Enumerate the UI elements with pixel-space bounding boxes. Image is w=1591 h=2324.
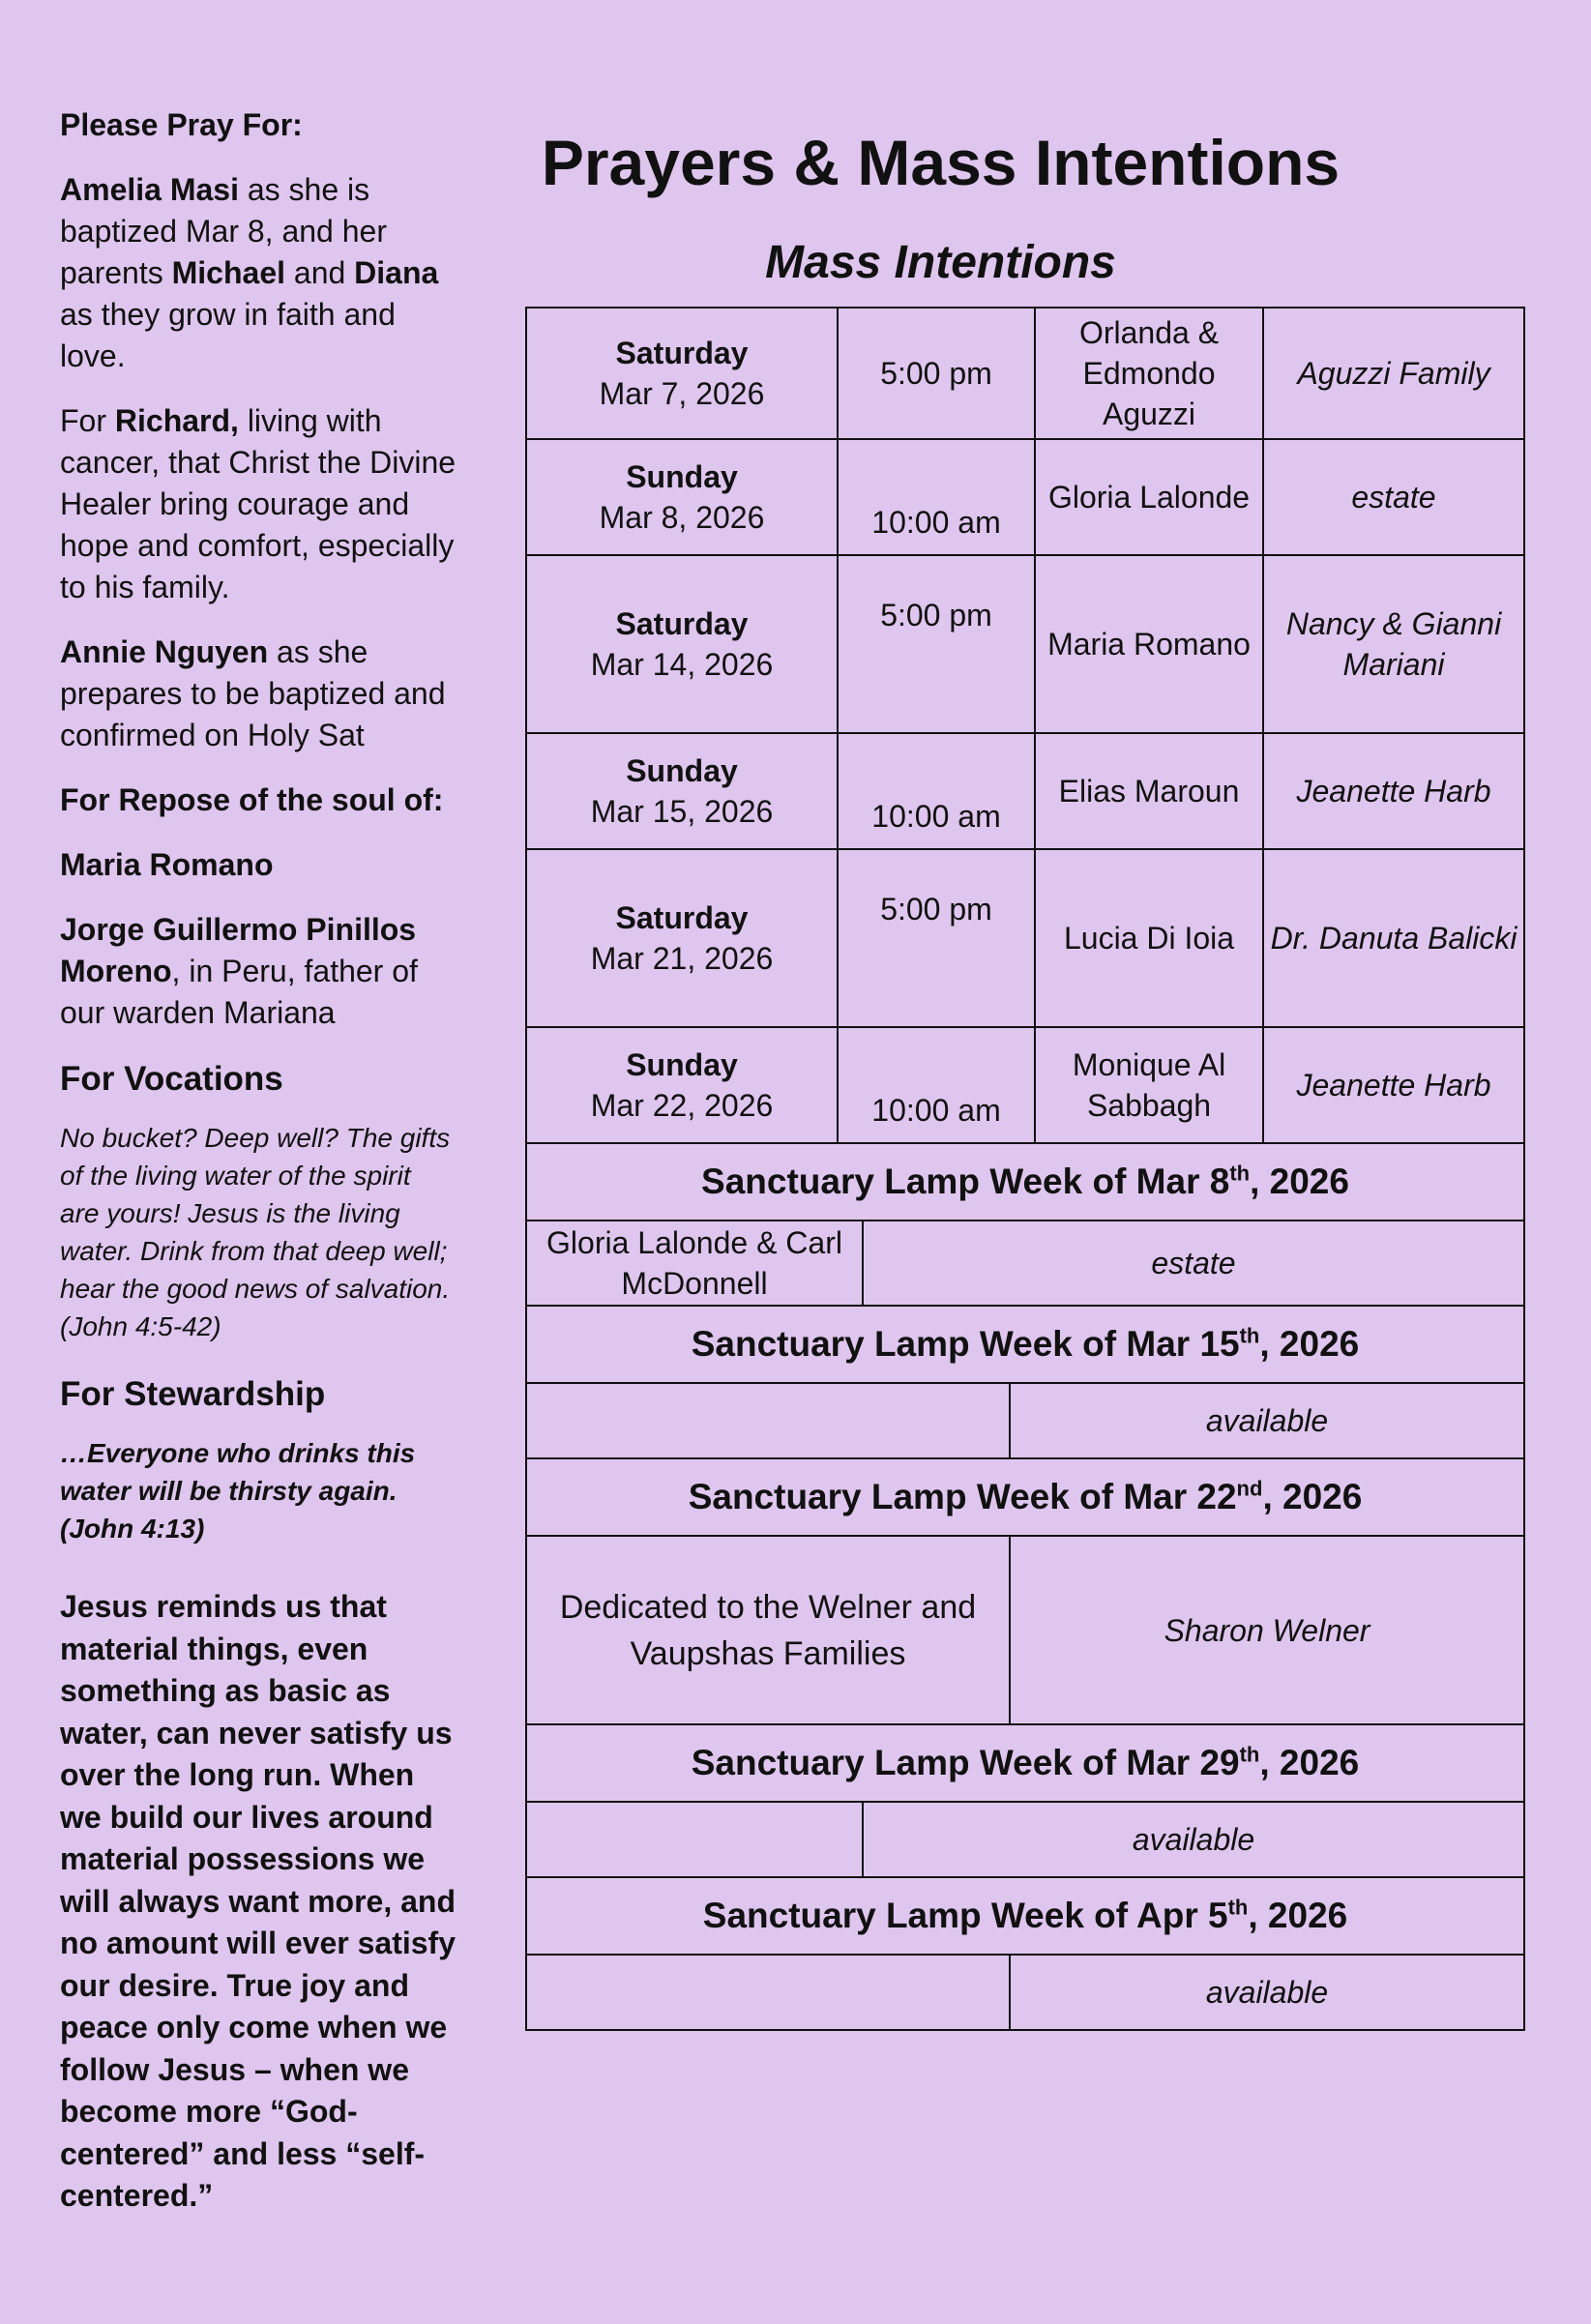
prayer-amelia [60,169,457,377]
vocations-text: No bucket? Deep well? The gifts of the living water of the spirit are yours! Jesus is the living water. Drink from that deep well; hear the good news of salvation. (John 4:5-42) [60,1123,451,1341]
mass-day: Saturday [615,900,749,935]
mass-day: Saturday [615,606,749,641]
mass-row [526,733,1524,849]
page-title: Prayers & Mass Intentions [541,127,1341,198]
repose-name: Maria Romano [60,847,274,882]
mass-requested-by: estate [1263,439,1524,555]
mass-day: Sunday [626,459,738,494]
mass-row [526,1027,1524,1143]
mass-time: 10:00 am [838,733,1035,849]
stewardship-text: Jesus reminds us that material things, even something as basic as water, can never satisfy us over the long run. When we build our lives around material possessions we will always want more, and no amount will ever satisfy our desire. True joy and peace only come when we follow Jesus – when we become more “God-centered” and less “self-centered.” [60,1589,457,2213]
lamp-prefix: Sanctuary Lamp Week of [688,1477,1124,1516]
mass-intention: Monique Al Sabbagh [1035,1027,1263,1143]
mass-intention: Orlanda & Edmondo Aguzzi [1035,308,1263,439]
mass-date-cell [526,308,838,439]
mass-date-cell [526,555,838,733]
mass-intention: Lucia Di Ioia [1035,849,1263,1027]
lamp-date: Mar 15 [1126,1324,1240,1364]
repose-heading: For Repose of the soul of: [60,782,444,817]
lamp-header-row [526,1143,1524,1221]
mass-row [526,555,1524,733]
lamp-ordinal: nd [1236,1476,1263,1501]
mass-row [526,439,1524,555]
prayer-name: Annie Nguyen [60,634,269,669]
vocations-heading: For Vocations [60,1060,283,1098]
mass-time: 5:00 pm [838,308,1035,439]
lamp-requested-by: estate [863,1221,1524,1306]
lamp-row [526,1955,1524,2030]
pray-for-heading: Please Pray For: [60,107,303,142]
lamp-week-heading [526,1877,1524,1955]
mass-intention: Maria Romano [1035,555,1263,733]
lamp-prefix: Sanctuary Lamp Week of [702,1896,1137,1935]
mass-time: 5:00 pm [838,849,1035,1027]
mass-date: Mar 22, 2026 [590,1088,774,1123]
lamp-row [526,1383,1524,1458]
lamp-date: Mar 29 [1126,1743,1240,1782]
lamp-row [526,1536,1524,1724]
mass-row [526,308,1524,439]
prayer-text: as she prepares to be baptized and confirmed on Holy Sat [60,634,446,752]
lamp-date: Apr 5 [1136,1896,1228,1935]
prayer-text: as they grow in faith and love. [60,297,396,373]
repose-text: , in Peru, father of our warden Mariana [60,954,418,1030]
lamp-week-heading [526,1306,1524,1383]
mass-day: Sunday [626,753,738,788]
prayer-name: Diana [354,255,439,290]
section-subtitle: Mass Intentions [765,237,1116,288]
lamp-requested-by: available [863,1802,1524,1877]
prayer-name: Amelia Masi [60,172,239,207]
lamp-row [526,1802,1524,1877]
mass-time: 10:00 am [838,1027,1035,1143]
prayer-text: living with cancer, that Christ the Divine Healer bring courage and hope and comfort, especially to his family. [60,403,457,604]
lamp-prefix: Sanctuary Lamp Week of [701,1162,1136,1201]
lamp-requested-by: available [1010,1383,1524,1458]
mass-intentions-table [525,307,1525,2031]
prayer-text: and [285,255,355,290]
prayer-text: as she is baptized Mar 8, and her parents [60,172,387,290]
lamp-dedication: Gloria Lalonde & Carl McDonnell [526,1221,863,1306]
lamp-row [526,1221,1524,1306]
prayer-annie [60,632,457,756]
mass-date-cell [526,733,838,849]
mass-requested-by: Aguzzi Family [1263,308,1524,439]
repose-name: Jorge Guillermo Pinillos Moreno [60,912,417,988]
lamp-requested-by: available [1010,1955,1524,2030]
lamp-header-row [526,1724,1524,1802]
stewardship-quote: …Everyone who drinks this water will be thirsty again. (John 4:13) [60,1438,416,1544]
lamp-year: , 2026 [1259,1324,1360,1364]
mass-date-cell [526,1027,838,1143]
lamp-dedication [526,1955,1010,2030]
repose-jorge [60,909,457,1034]
lamp-prefix: Sanctuary Lamp Week of [691,1324,1127,1364]
mass-date: Mar 8, 2026 [599,500,765,535]
lamp-year: , 2026 [1250,1162,1349,1201]
lamp-ordinal: th [1239,1323,1260,1348]
prayer-name: Richard, [114,403,239,438]
lamp-dedication [526,1802,863,1877]
mass-requested-by: Nancy & Gianni Mariani [1263,555,1524,733]
mass-row [526,849,1524,1027]
lamp-year: , 2026 [1262,1477,1363,1516]
mass-requested-by: Dr. Danuta Balicki [1263,849,1524,1027]
mass-day: Saturday [615,336,749,370]
lamp-prefix: Sanctuary Lamp Week of [691,1743,1127,1782]
lamp-week-heading [526,1724,1524,1802]
mass-time: 5:00 pm [838,555,1035,733]
mass-requested-by: Jeanette Harb [1263,1027,1524,1143]
lamp-header-row [526,1877,1524,1955]
mass-intention: Gloria Lalonde [1035,439,1263,555]
mass-date-cell [526,439,838,555]
mass-date: Mar 21, 2026 [590,941,774,976]
prayer-column [60,104,457,2241]
lamp-header-row [526,1306,1524,1383]
mass-date: Mar 7, 2026 [599,376,765,411]
prayer-richard [60,400,457,608]
mass-day: Sunday [626,1047,738,1082]
lamp-week-heading [526,1458,1524,1536]
lamp-year: , 2026 [1248,1896,1348,1935]
lamp-ordinal: th [1227,1895,1249,1920]
mass-date: Mar 14, 2026 [590,647,774,682]
lamp-dedication [526,1383,1010,1458]
mass-intention: Elias Maroun [1035,733,1263,849]
mass-date: Mar 15, 2026 [590,794,774,829]
lamp-requested-by: Sharon Welner [1010,1536,1524,1724]
prayer-text: For [60,403,115,438]
lamp-ordinal: th [1229,1161,1251,1186]
lamp-year: , 2026 [1259,1743,1360,1782]
lamp-ordinal: th [1239,1742,1260,1767]
mass-time: 10:00 am [838,439,1035,555]
lamp-date: Mar 22 [1123,1477,1237,1516]
mass-date-cell [526,849,838,1027]
lamp-dedication: Dedicated to the Welner and Vaupshas Families [526,1536,1010,1724]
stewardship-heading: For Stewardship [60,1375,326,1413]
prayer-name: Michael [171,255,285,290]
mass-requested-by: Jeanette Harb [1263,733,1524,849]
lamp-week-heading [526,1143,1524,1221]
lamp-date: Mar 8 [1135,1162,1230,1201]
lamp-header-row [526,1458,1524,1536]
